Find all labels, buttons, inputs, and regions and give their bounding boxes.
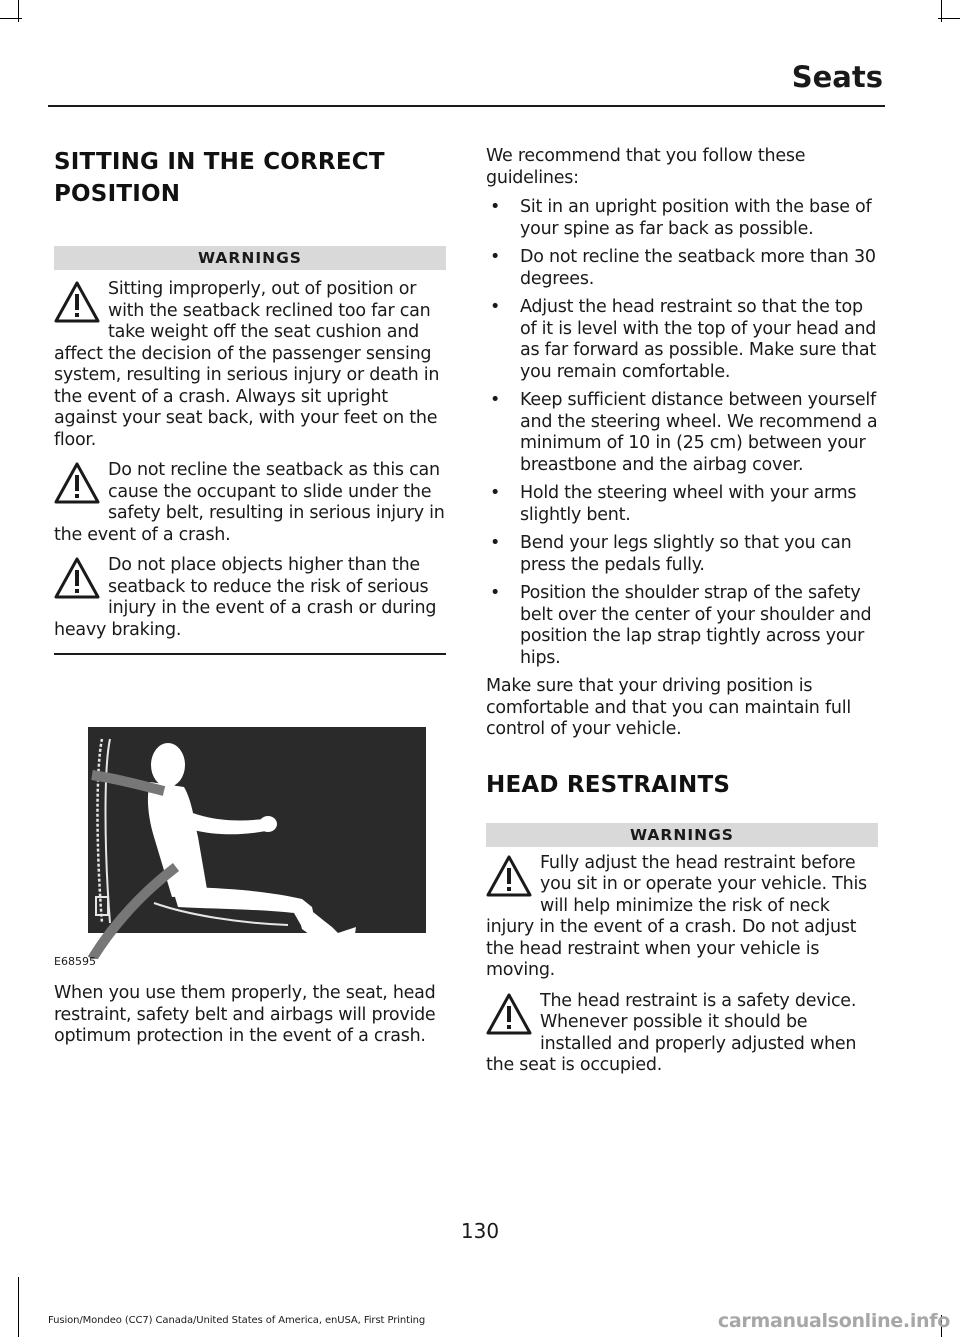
page-title: Seats: [791, 60, 883, 94]
list-item: [486, 533, 878, 576]
section-heading-head-restraints: HEAD RESTRAINTS: [486, 771, 731, 798]
edition-footer: Fusion/Mondeo (CC7) Canada/United States of America, enUSA, First Printing: [48, 1315, 426, 1326]
bullet: •: [490, 197, 501, 217]
bullet: •: [490, 533, 501, 553]
warning-item: [486, 853, 878, 982]
list-item-text: Sit in an upright position with the base of your spine as far back as possible.: [520, 197, 872, 239]
header-divider: [48, 105, 885, 107]
crop-mark: [938, 18, 960, 19]
list-item: [486, 583, 878, 669]
list-item: [486, 297, 878, 383]
list-item: [486, 197, 878, 240]
seating-position-figure: [54, 727, 446, 977]
guidelines-list: [486, 197, 878, 669]
warning-text: The head restraint is a safety device. Whenever possible it should be installed and properly adjusted when the seat is occupied.: [486, 990, 857, 1075]
seated-driver-illustration: [88, 727, 426, 959]
left-column: [54, 146, 446, 1048]
warning-item: [54, 279, 446, 451]
warning-text: Do not recline the seatback as this can cause the occupant to slide under the safety belt, resulting in serious injury in the event of a crash.: [54, 460, 445, 545]
figure-code: E68595: [54, 955, 96, 968]
warning-text: Do not place objects higher than the seatback to reduce the risk of serious injury in the event of a crash or during heavy braking.: [54, 555, 437, 640]
crop-mark: [0, 18, 22, 19]
list-item-text: Adjust the head restraint so that the top of it is level with the top of your head and as far forward as possible. Make sure that you remain comfortable.: [520, 297, 877, 382]
warning-triangle-icon: [54, 281, 100, 325]
list-item-text: Keep sufficient distance between yourself and the steering wheel. We recommend a minimum of 10 in (25 cm) between your breastbone and the airbag cover.: [520, 390, 878, 475]
warning-triangle-icon: [486, 993, 532, 1037]
bullet: •: [490, 247, 501, 267]
bullet: •: [490, 483, 501, 503]
section-heading-sitting: SITTING IN THE CORRECT POSITION: [54, 149, 385, 207]
list-item-text: Do not recline the seatback more than 30 degrees.: [520, 247, 876, 289]
warnings-label: WARNINGS: [54, 246, 446, 270]
bullet: •: [490, 583, 501, 603]
bullet: •: [490, 390, 501, 410]
watermark: carmanualsonline.info: [717, 1310, 950, 1332]
warning-text: Fully adjust the head restraint before you sit in or operate your vehicle. This will help minimize the risk of neck injury in the event of a crash. Do not adjust the head restraint when your vehicle is moving.: [486, 852, 867, 980]
warning-text: Sitting improperly, out of position or with the seatback reclined too far can take weight off the seat cushion and affect the decision of the passenger sensing system, resulting in serious injury or death in the event of a crash. Always sit upright against your seat back, with your feet on the floor.: [54, 279, 440, 450]
list-item: [486, 390, 878, 476]
body-paragraph: When you use them properly, the seat, head restraint, safety belt and airbags will provide optimum protection in the event of a crash.: [54, 983, 436, 1046]
warnings-label: WARNINGS: [486, 823, 878, 847]
body-paragraph: Make sure that your driving position is comfortable and that you can maintain full control of your vehicle.: [486, 676, 851, 739]
warning-item: [54, 460, 446, 546]
list-item-text: Position the shoulder strap of the safety belt over the center of your shoulder and position the lap strap tightly across your hips.: [520, 583, 872, 668]
list-item: [486, 483, 878, 526]
warnings-end-rule: [54, 653, 446, 655]
bullet: •: [490, 297, 501, 317]
warning-triangle-icon: [54, 462, 100, 506]
crop-mark: [18, 1277, 19, 1337]
list-item: [486, 247, 878, 290]
warning-triangle-icon: [486, 855, 532, 899]
warning-triangle-icon: [54, 557, 100, 601]
page-number: 130: [460, 1219, 500, 1243]
body-paragraph: We recommend that you follow these guidelines:: [486, 146, 806, 188]
warning-item: [486, 991, 878, 1077]
list-item-text: Bend your legs slightly so that you can press the pedals fully.: [520, 533, 852, 575]
right-column: [486, 146, 878, 1077]
warning-item: [54, 555, 446, 641]
list-item-text: Hold the steering wheel with your arms slightly bent.: [520, 483, 857, 525]
